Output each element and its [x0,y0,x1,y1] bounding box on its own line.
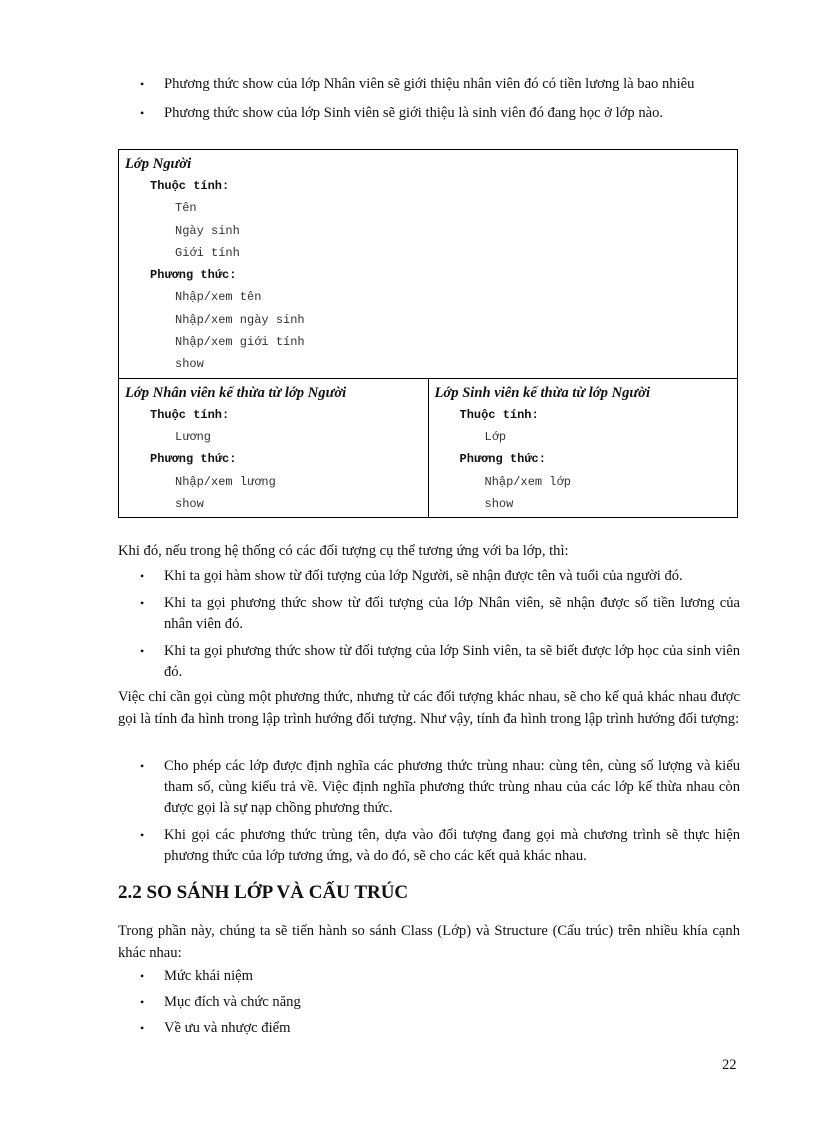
bullet-icon: • [140,106,145,120]
bullet-icon: • [140,77,145,91]
bullet-icon: • [140,828,145,842]
person-class-cell [119,150,738,379]
paragraph: Việc chỉ cần gọi cùng một phương thức, nhưng từ các đối tượng khác nhau, sẽ cho kế quả khác nhau được gọi là tính đa hình trong lập trình hướng đối tượng. Như vậy, tính đa hình trong lập trình hướng đối tượng: [118,689,740,727]
bullet-icon: • [140,644,145,658]
list-item: • Cho phép các lớp được định nghĩa các phương thức trùng nhau: cùng tên, cùng số lượng và kiểu tham số, cùng kiểu trả về. Việc định nghĩa phương thức trùng nhau của các lớp kế thừa nhau còn được gọi là sự nạp chồng phương thức. [140,758,740,816]
list-item: • Phương thức show của lớp Sinh viên sẽ giới thiệu là sinh viên đó đang học ở lớp nào. [118,103,740,124]
polymorphism-bullet-list [118,756,740,873]
methods-label: Phương thức: [459,452,546,467]
methods-label: Phương thức: [150,268,237,283]
method-item: Nhập/xem lớp [484,474,571,489]
bullet-icon: • [140,1021,145,1035]
list-item: • Khi ta gọi phương thức show từ đối tượng của lớp Nhân viên, sẽ nhận được số tiền lương của nhân viên đó. [140,595,740,632]
class-diagram-table [118,149,738,518]
list-item: • Mức khái niệm [118,966,740,987]
list-item: • Phương thức show của lớp Nhân viên sẽ giới thiệu nhân viên đó có tiền lương là bao nhiêu [118,74,740,95]
paragraph: Trong phần này, chúng ta sẽ tiến hành so sánh Class (Lớp) và Structure (Cấu trúc) trên nhiều khía cạnh khác nhau: [118,923,740,961]
attribute-item: Lương [175,429,212,444]
attribute-item: Tên [175,201,197,216]
list-item: • Khi gọi các phương thức trùng tên, dựa vào đối tượng đang gọi mà chương trình sẽ thực hiện phương thức của lớp tương ứng, và do đó, sẽ cho các kết quả khác nhau. [140,827,740,864]
list-item: • Khi ta gọi phương thức show từ đối tượng của lớp Sinh viên, ta sẽ biết được lớp học của sinh viên đó. [140,643,740,680]
student-class-cell [428,378,738,517]
bullet-icon: • [140,995,145,1009]
method-item: Nhập/xem lương [175,474,276,489]
bullet-icon: • [140,569,145,583]
method-item: Nhập/xem ngày sinh [175,312,305,327]
call-bullet-list [118,566,740,689]
attributes-label: Thuộc tính: [150,179,230,193]
method-item: Nhập/xem tên [175,290,262,305]
attributes-label: Thuộc tính: [459,407,539,422]
list-item: • Mục đích và chức năng [118,992,740,1013]
bullet-icon: • [140,596,145,610]
employee-class-cell [119,378,429,517]
employee-class-title: Lớp Nhân viên kế thừa từ lớp Người [125,384,347,401]
attribute-item: Giới tính [175,245,240,260]
method-item: show [175,496,204,511]
student-class-title: Lớp Sinh viên kế thừa từ lớp Người [434,384,651,401]
paragraph: Khi đó, nếu trong hệ thống có các đối tượng cụ thể tương ứng với ba lớp, thì: [118,543,569,559]
attribute-item: Lớp [484,429,507,444]
compare-bullet-list [118,966,740,1044]
attributes-label: Thuộc tính: [150,407,230,422]
method-item: Nhập/xem giới tính [175,335,305,350]
page-number: 22 [722,1057,737,1073]
attribute-item: Ngày sinh [175,223,240,238]
method-item: show [175,357,204,372]
person-class-title: Lớp Người [125,156,192,172]
list-item: • Về ưu và nhược điểm [118,1018,740,1039]
bullet-icon: • [140,759,145,773]
section-heading: 2.2 SO SÁNH LỚP VÀ CẤU TRÚC [118,882,409,903]
methods-label: Phương thức: [150,452,237,467]
intro-bullet-list [118,74,740,132]
bullet-icon: • [140,969,145,983]
list-item: • Khi ta gọi hàm show từ đối tượng của lớp Người, sẽ nhận được tên và tuổi của người đó. [118,566,740,587]
method-item: show [484,496,514,511]
